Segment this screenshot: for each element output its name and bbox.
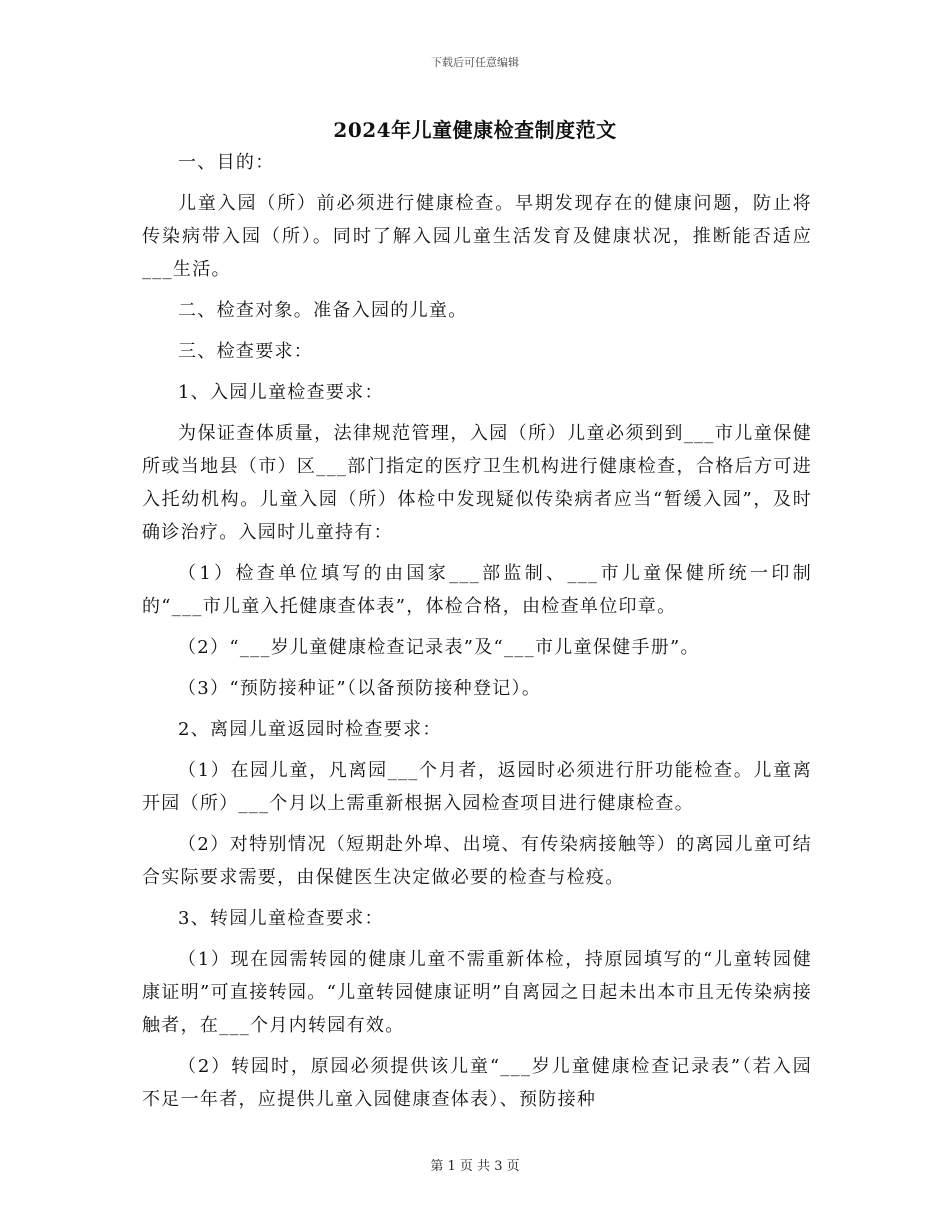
heading-subjects: 二、检查对象。准备入园的儿童。 <box>178 300 468 321</box>
paragraph-purpose: 儿童入园（所）前必须进行健康检查。早期发现存在的健康问题，防止将传染病带入园（所）。同时了解入园儿童生活发育及健康状况，推断能否适应___生活。 <box>142 193 812 280</box>
subheading-admission: 1、入园儿童检查要求： <box>178 382 384 403</box>
item-return-2: （2）对特别情况（短期赴外埠、出境、有传染病接触等）的离园儿童可结合实际要求需要，由保健医生决定做必要的检查与检疫。 <box>142 834 812 888</box>
item-return-1: （1）在园儿童，凡离园___个月者，返园时必须进行肝功能检查。儿童离开园（所）___个月以上需重新根据入园检查项目进行健康检查。 <box>142 760 812 814</box>
page-footer: 第 1 页 共 3 页 <box>430 1159 520 1174</box>
subheading-return: 2、离园儿童返园时检查要求： <box>178 719 442 740</box>
item-transfer-2: （2）转园时，原园必须提供该儿童“___岁儿童健康检查记录表”（若入园不足一年者，应提供儿童入园健康查体表）、预防接种 <box>142 1056 812 1110</box>
document-body <box>142 146 812 1124</box>
heading-purpose: 一、目的： <box>178 152 275 173</box>
paragraph-admission: 为保证查体质量，法律规范管理，入园（所）儿童必须到到___市儿童保健所或当地县（市）区___部门指定的医疗卫生机构进行健康检查，合格后方可进入托幼机构。儿童入园（所）体检中发现疑似传染病者应当“暂缓入园”，及时确诊治疗。入园时儿童持有： <box>142 423 812 543</box>
item-admission-2: （2）“___岁儿童健康检查记录表”及“___市儿童保健手册”。 <box>178 637 700 658</box>
subheading-transfer: 3、转园儿童检查要求： <box>178 908 384 929</box>
header-note: 下载后可任意编辑 <box>431 56 519 69</box>
document-title: 2024年儿童健康检查制度范文 <box>333 118 617 142</box>
item-admission-3: （3）“预防接种证”（以备预防接种登记）。 <box>178 678 542 699</box>
item-admission-1: （1）检查单位填写的由国家___部监制、___市儿童保健所统一印制的“___市儿童入托健康查体表”，体检合格，由检查单位印章。 <box>142 563 812 617</box>
heading-requirements: 三、检查要求： <box>178 341 314 362</box>
item-transfer-1: （1）现在园需转园的健康儿童不需重新体检，持原园填写的“儿童转园健康证明”可直接转园。“儿童转园健康证明”自离园之日起未出本市且无传染病接触者，在___个月内转园有效。 <box>142 949 812 1036</box>
